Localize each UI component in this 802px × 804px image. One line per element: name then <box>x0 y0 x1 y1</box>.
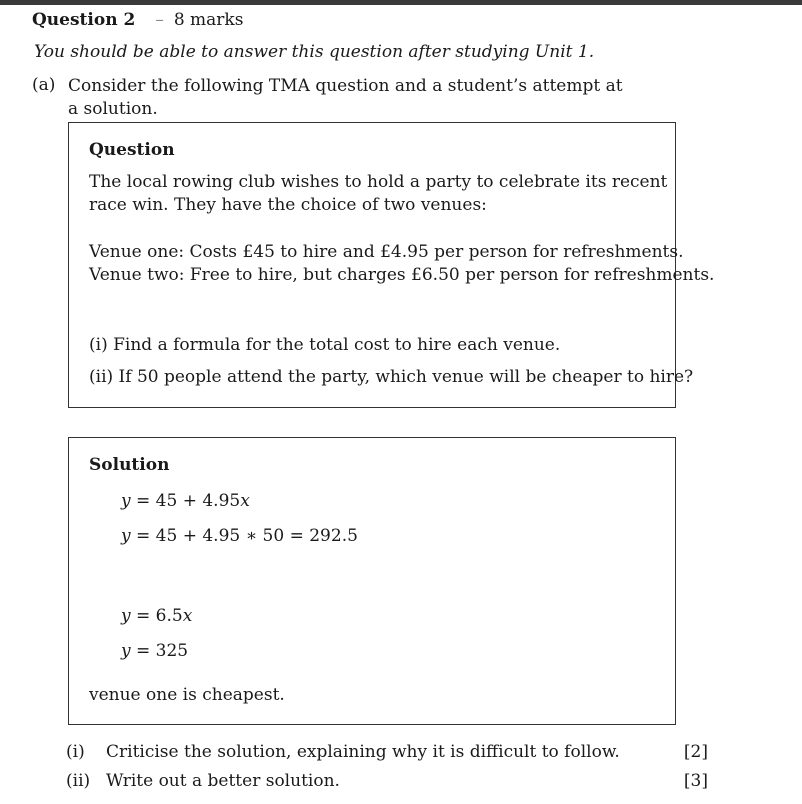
task-ii-number: (ii) <box>66 771 91 791</box>
solution-box <box>68 437 676 725</box>
task-ii-marks: [3] <box>683 771 708 791</box>
intro-text: You should be able to answer this question after studying Unit 1. <box>34 42 595 62</box>
part-a-label: (a) <box>32 75 56 95</box>
solution-heading: Solution <box>89 455 170 475</box>
question-header <box>32 10 243 30</box>
question-part-i: (i) Find a formula for the total cost to hire each venue. <box>89 335 561 355</box>
top-border <box>0 0 802 5</box>
solution-equation-2: y = 45 + 4.95 ∗ 50 = 292.5 <box>121 526 358 546</box>
solution-equation-3: y = 6.5x <box>121 606 193 626</box>
question-marks: 8 marks <box>173 10 244 30</box>
task-i-marks: [2] <box>683 742 708 762</box>
task-i-text: Criticise the solution, explaining why it is difficult to follow. <box>106 742 620 762</box>
question-part-ii: (ii) If 50 people attend the party, which venue will be cheaper to hire? <box>89 367 694 387</box>
question-box <box>68 122 715 408</box>
question-paragraph-line-2: race win. They have the choice of two venues: <box>89 195 487 215</box>
question-title: Question 2 <box>32 10 136 30</box>
question-paragraph-line-1: The local rowing club wishes to hold a party to celebrate its recent <box>89 172 668 192</box>
venue-one-text: Venue one: Costs £45 to hire and £4.95 per person for refreshments. <box>89 242 684 262</box>
header-dash: – <box>155 10 164 30</box>
task-i-number: (i) <box>66 742 85 762</box>
venue-two-text: Venue two: Free to hire, but charges £6.50 per person for refreshments. <box>89 265 715 285</box>
question-heading: Question <box>89 140 175 160</box>
solution-conclusion: venue one is cheapest. <box>89 685 285 705</box>
part-a-text: Consider the following TMA question and a student’s attempt at a solution. <box>68 76 623 119</box>
task-ii-text: Write out a better solution. <box>106 771 340 791</box>
solution-equation-1: y = 45 + 4.95x <box>121 491 250 511</box>
solution-equation-4: y = 325 <box>121 641 189 661</box>
